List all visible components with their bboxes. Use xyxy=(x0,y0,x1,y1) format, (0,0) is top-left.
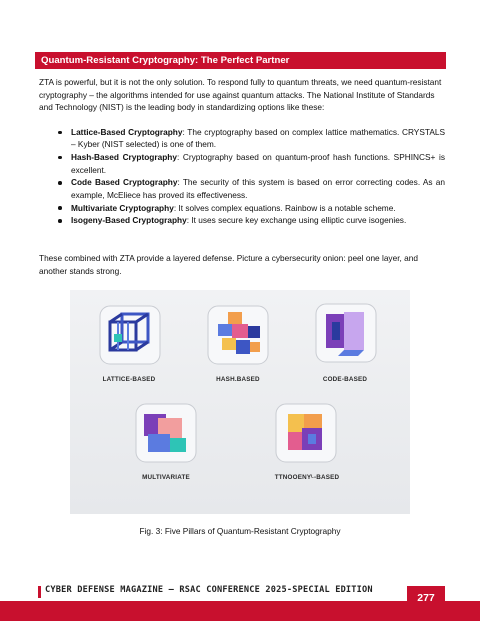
bullet-text: : The security of this system is based on error correcting codes. As an example, McEliece has proved its effectiveness. xyxy=(71,177,445,200)
bullet-term: Code Based Cryptography xyxy=(71,177,178,188)
page-number: 277 xyxy=(407,586,445,610)
footer-title: CYBER DEFENSE MAGAZINE – RSAC CONFERENCE 2025-SPECIAL EDITION xyxy=(45,585,373,595)
bullet-term: Hash-Based Cryptography xyxy=(71,152,177,163)
bullet-term: Multivariate Cryptography xyxy=(71,202,174,213)
bullet-text: : The cryptography based on complex lattice mathematics. CRYSTALS – Kyber (NIST selected) is one of them. xyxy=(71,127,446,150)
onion-paragraph: These combined with ZTA provide a layered defense. Picture a cybersecurity onion: peel one layer, and another stands strong. xyxy=(39,253,418,276)
list-item xyxy=(55,202,445,214)
list-item xyxy=(55,176,445,201)
lattice-cube-icon xyxy=(98,304,162,366)
five-pillars-figure xyxy=(70,290,410,514)
lattice-label: LATTICE-BASED xyxy=(102,376,156,383)
bullet-text: : It solves complex equations. Rainbow is a notable scheme. xyxy=(173,202,396,213)
bullet-term: Isogeny-Based Cryptography xyxy=(71,215,187,226)
code-label: CODE-BASED xyxy=(322,376,368,383)
figure-caption: Fig. 3: Five Pillars of Quantum-Resistant Cryptography xyxy=(139,526,341,536)
section-heading: Quantum-Resistant Cryptography: The Perfect Partner xyxy=(35,52,446,69)
bullet-text: : It uses secure key exchange using elliptic curve isogenies. xyxy=(186,215,407,226)
isogeny-cube-icon xyxy=(274,402,338,464)
intro-paragraph: ZTA is powerful, but it is not the only solution. To respond fully to quantum threats, we need quantum-resistant cryptography – the algorithms intended for use against quantum attacks. The National Institute of Standards and Technology (NIST) is the leading body in standardizing options like these: xyxy=(39,77,442,113)
bullet-text: : Cryptography based on quantum-proof hash functions. SPHINCS+ is excellent. xyxy=(71,152,445,175)
multivariate-blocks-icon xyxy=(134,402,198,464)
list-item xyxy=(55,151,445,176)
hash-label: HASH.BASED xyxy=(216,376,260,383)
multivariate-label: MULTIVARIATE xyxy=(142,474,190,481)
list-item xyxy=(55,126,445,151)
crypto-types-list xyxy=(55,126,445,227)
footer-accent xyxy=(38,586,41,598)
bullet-term: Lattice-Based Cryptography xyxy=(71,127,183,137)
list-item xyxy=(55,214,445,226)
code-prism-icon xyxy=(314,302,378,364)
hash-blocks-icon xyxy=(206,304,270,366)
isogeny-label: TTNOOENYᴸ-BASED xyxy=(274,474,340,481)
